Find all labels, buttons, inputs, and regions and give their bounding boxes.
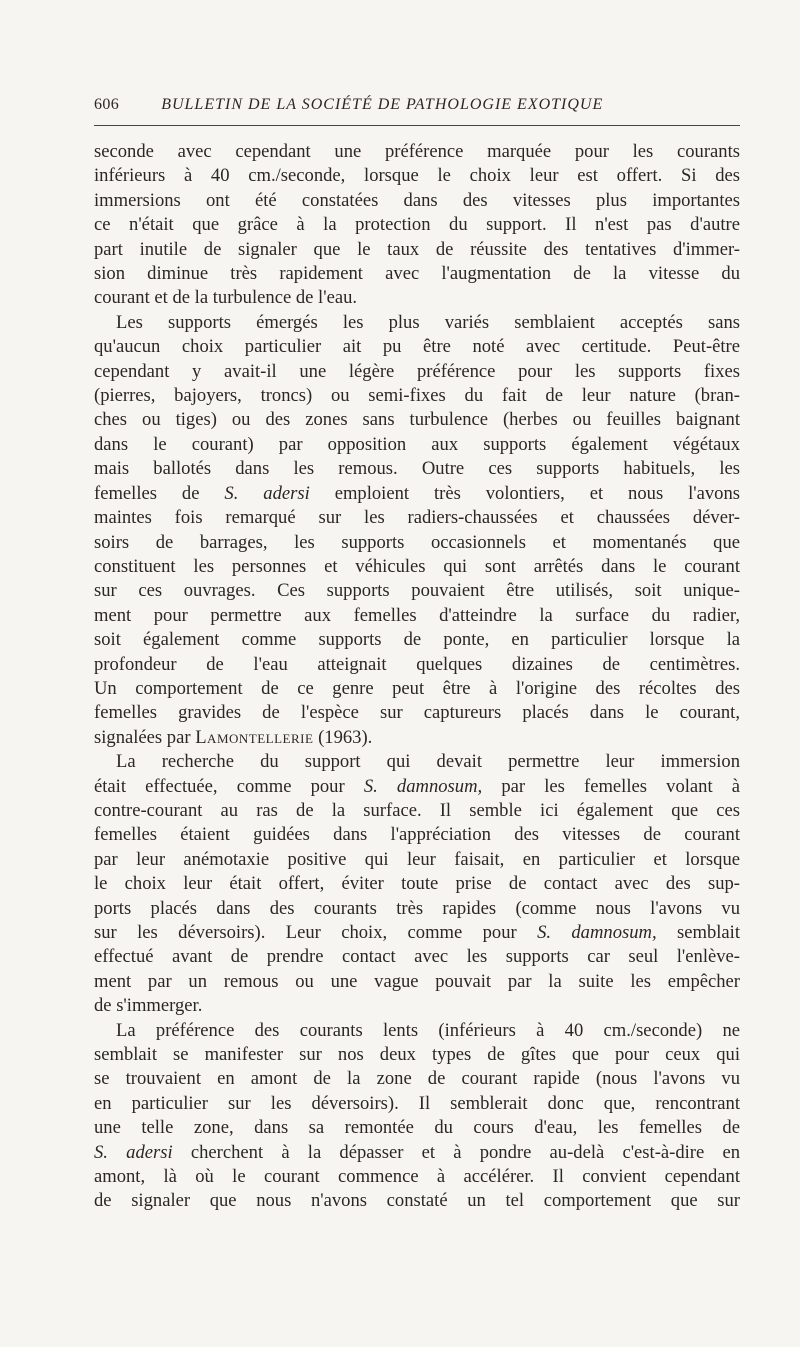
text-line: en particulier sur les déversoirs). Il semblerait donc que, rencontrant [94, 1092, 740, 1114]
text-segment: était effectuée, comme pour [94, 775, 345, 797]
text-line: soirs de barrages, les supports occasionnels et momentanés que [94, 531, 740, 553]
text-line: inférieurs à 40 cm./seconde, lorsque le choix leur est offert. Si des [94, 165, 740, 187]
text-line: cependant y avait-il une légère préférence pour les supports fixes [94, 360, 740, 382]
text-line: dans le courant) par opposition aux supports également végétaux [94, 433, 740, 455]
text-line: le choix leur était offert, éviter toute prise de contact avec des sup- [94, 873, 740, 895]
text-line [94, 726, 740, 750]
text-line: de signaler que nous n'avons constaté un tel comportement que sur [94, 1190, 740, 1212]
text-line: part inutile de signaler que le taux de réussite des tentatives d'immer- [94, 238, 740, 260]
text-line [94, 921, 740, 945]
text-line: ment par un remous ou une vague pouvait par la suite les empêcher [94, 970, 740, 992]
text-segment: femelles de [94, 482, 200, 504]
text-segment: sur les déversoirs). Leur choix, comme pour [94, 922, 517, 943]
text-line: amont, là où le courant commence à accélérer. Il convient cependant [94, 1166, 740, 1188]
text-line: soit également comme supports de ponte, en particulier lorsque la [94, 629, 740, 651]
text-line: femelles étaient guidées dans l'appréciation des vitesses de courant [94, 824, 740, 846]
text-line: qu'aucun choix particulier ait pu être noté avec certitude. Peut-être [94, 336, 740, 358]
text-line: de s'immerger. [94, 995, 203, 1017]
species-name: S. damnosum, [537, 922, 657, 943]
text-segment: emploient très volontiers, et nous l'avons [334, 482, 741, 504]
text-line: une telle zone, dans sa remontée du cours d'eau, les femelles de [94, 1117, 740, 1139]
species-name: S. damnosum, [363, 775, 483, 797]
text-line: immersions ont été constatées dans des vitesses plus importantes [94, 189, 740, 211]
text-line: courant et de la turbulence de l'eau. [94, 287, 358, 309]
text-line: La préférence des courants lents (inférieurs à 40 cm./seconde) ne [116, 1019, 740, 1041]
text-segment: (1963). [318, 726, 373, 748]
text-line: maintes fois remarqué sur les radiers-chaussées et chaussées déver- [94, 507, 740, 529]
text-line: seconde avec cependant une préférence marquée pour les courants [94, 141, 740, 162]
text-line: ches ou tiges) ou des zones sans turbulence (herbes ou feuilles baignant [94, 409, 740, 431]
text-line: sur ces ouvrages. Ces supports pouvaient être utilisés, soit unique- [94, 580, 740, 602]
text-line: effectué avant de prendre contact avec les supports car seul l'enlève- [94, 946, 740, 968]
text-segment: cherchent à la dépasser et à pondre au-delà c'est-à-dire en [190, 1141, 741, 1163]
species-name: S. adersi [94, 1141, 173, 1163]
running-header [94, 96, 740, 114]
text-segment: signalées par [94, 726, 191, 748]
text-line: sion diminue très rapidement avec l'augmentation de la vitesse du [94, 263, 740, 285]
text-line: (pierres, bajoyers, troncs) ou semi-fixes du fait de leur nature (bran- [94, 385, 740, 407]
text-line: contre-courant au ras de la surface. Il semble ici également que ces [94, 799, 740, 821]
page-number: 606 [94, 96, 120, 113]
text-line [94, 1141, 740, 1165]
text-line: se trouvaient en amont de la zone de courant rapide (nous l'avons vu [94, 1068, 740, 1090]
text-segment: par les femelles volant à [501, 775, 741, 797]
text-line: profondeur de l'eau atteignait quelques dizaines de centimètres. [94, 653, 740, 675]
text-line: semblait se manifester sur nos deux types de gîtes que pour ceux qui [94, 1044, 740, 1066]
header-rule [94, 125, 740, 126]
text-line [94, 775, 740, 799]
text-line [94, 482, 740, 506]
text-line: La recherche du support qui devait permettre leur immersion [116, 751, 740, 773]
journal-title: BULLETIN DE LA SOCIÉTÉ DE PATHOLOGIE EXOTIQUE [161, 96, 604, 113]
text-line: femelles gravides de l'espèce sur captureurs placés dans le courant, [94, 702, 740, 724]
text-line: Un comportement de ce genre peut être à l'origine des récoltes des [94, 677, 740, 699]
text-line: ports placés dans des courants très rapides (comme nous l'avons vu [94, 897, 740, 919]
text-line: ment pour permettre aux femelles d'atteindre la surface du radier, [94, 604, 740, 626]
text-line: Les supports émergés les plus variés semblaient acceptés sans [116, 311, 740, 333]
species-name: S. adersi [224, 482, 310, 504]
body-text [94, 140, 740, 1214]
text-line: par leur anémotaxie positive qui leur faisait, en particulier et lorsque [94, 848, 740, 870]
text-line: constituent les personnes et véhicules qui sont arrêtés dans le courant [94, 555, 740, 577]
text-line: ce n'était que grâce à la protection du support. Il n'est pas d'autre [94, 214, 740, 236]
text-segment: semblait [677, 922, 740, 943]
text-line: mais ballotés dans les remous. Outre ces supports habituels, les [94, 458, 740, 480]
author-citation: Lamontellerie [195, 726, 314, 748]
